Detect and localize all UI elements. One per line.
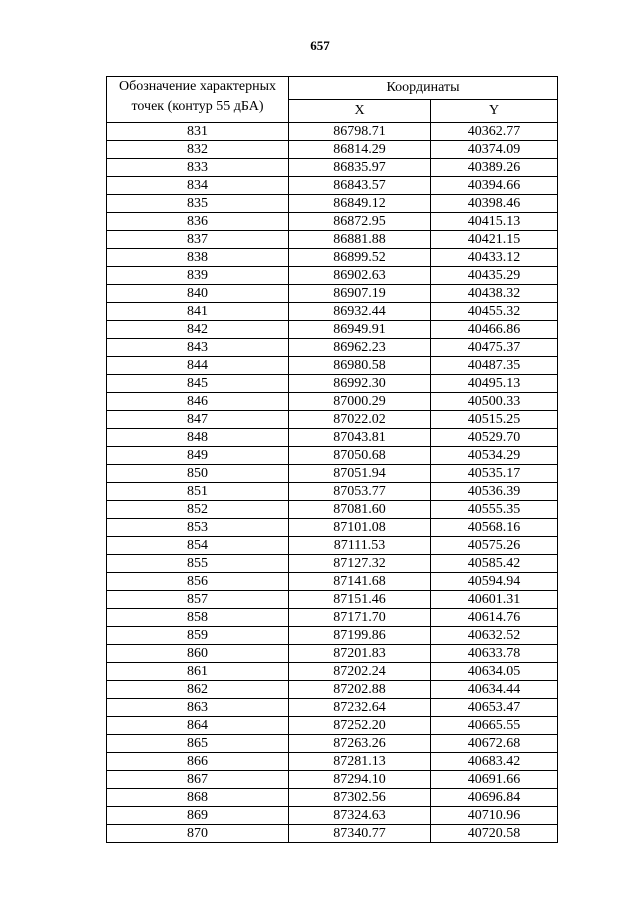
cell-y: 40575.26 xyxy=(431,537,558,555)
cell-point: 864 xyxy=(107,717,289,735)
cell-point: 841 xyxy=(107,303,289,321)
cell-x: 86814.29 xyxy=(289,141,431,159)
cell-y: 40466.86 xyxy=(431,321,558,339)
table-row xyxy=(107,681,558,699)
cell-x: 87324.63 xyxy=(289,807,431,825)
cell-y: 40362.77 xyxy=(431,123,558,141)
cell-y: 40398.46 xyxy=(431,195,558,213)
cell-y: 40691.66 xyxy=(431,771,558,789)
cell-x: 87043.81 xyxy=(289,429,431,447)
table-row xyxy=(107,447,558,465)
cell-x: 87252.20 xyxy=(289,717,431,735)
cell-x: 87263.26 xyxy=(289,735,431,753)
cell-y: 40389.26 xyxy=(431,159,558,177)
cell-point: 870 xyxy=(107,825,289,843)
table-header xyxy=(107,77,558,123)
table-row xyxy=(107,519,558,537)
cell-x: 87081.60 xyxy=(289,501,431,519)
cell-point: 853 xyxy=(107,519,289,537)
cell-y: 40529.70 xyxy=(431,429,558,447)
cell-y: 40500.33 xyxy=(431,393,558,411)
table-row xyxy=(107,321,558,339)
cell-point: 854 xyxy=(107,537,289,555)
table-row xyxy=(107,771,558,789)
table-row xyxy=(107,429,558,447)
cell-x: 86992.30 xyxy=(289,375,431,393)
cell-x: 87022.02 xyxy=(289,411,431,429)
cell-y: 40683.42 xyxy=(431,753,558,771)
cell-y: 40585.42 xyxy=(431,555,558,573)
table-row xyxy=(107,735,558,753)
cell-y: 40633.78 xyxy=(431,645,558,663)
cell-x: 86980.58 xyxy=(289,357,431,375)
table-row xyxy=(107,753,558,771)
cell-x: 86907.19 xyxy=(289,285,431,303)
coordinates-table xyxy=(106,76,558,843)
cell-point: 848 xyxy=(107,429,289,447)
table-row xyxy=(107,699,558,717)
table-row xyxy=(107,141,558,159)
cell-x: 87232.64 xyxy=(289,699,431,717)
cell-point: 833 xyxy=(107,159,289,177)
cell-point: 858 xyxy=(107,609,289,627)
table-row xyxy=(107,195,558,213)
table-row xyxy=(107,789,558,807)
table-row xyxy=(107,807,558,825)
cell-x: 87101.08 xyxy=(289,519,431,537)
cell-x: 87281.13 xyxy=(289,753,431,771)
cell-point: 857 xyxy=(107,591,289,609)
cell-y: 40534.29 xyxy=(431,447,558,465)
cell-y: 40487.35 xyxy=(431,357,558,375)
cell-y: 40568.16 xyxy=(431,519,558,537)
table-row xyxy=(107,285,558,303)
cell-y: 40672.68 xyxy=(431,735,558,753)
cell-x: 86872.95 xyxy=(289,213,431,231)
cell-x: 87111.53 xyxy=(289,537,431,555)
cell-point: 868 xyxy=(107,789,289,807)
cell-point: 837 xyxy=(107,231,289,249)
header-x: X xyxy=(289,100,431,123)
cell-y: 40475.37 xyxy=(431,339,558,357)
cell-point: 851 xyxy=(107,483,289,501)
cell-point: 852 xyxy=(107,501,289,519)
cell-y: 40438.32 xyxy=(431,285,558,303)
cell-point: 834 xyxy=(107,177,289,195)
cell-point: 831 xyxy=(107,123,289,141)
cell-point: 843 xyxy=(107,339,289,357)
cell-point: 860 xyxy=(107,645,289,663)
cell-point: 832 xyxy=(107,141,289,159)
cell-x: 86798.71 xyxy=(289,123,431,141)
cell-point: 836 xyxy=(107,213,289,231)
cell-y: 40653.47 xyxy=(431,699,558,717)
header-y: Y xyxy=(431,100,558,123)
cell-point: 859 xyxy=(107,627,289,645)
cell-point: 842 xyxy=(107,321,289,339)
table-row xyxy=(107,537,558,555)
cell-y: 40632.52 xyxy=(431,627,558,645)
cell-x: 86843.57 xyxy=(289,177,431,195)
table-row xyxy=(107,555,558,573)
cell-x: 86849.12 xyxy=(289,195,431,213)
cell-x: 86962.23 xyxy=(289,339,431,357)
header-coordinates: Координаты xyxy=(289,77,558,100)
table-row xyxy=(107,627,558,645)
cell-x: 87053.77 xyxy=(289,483,431,501)
cell-x: 86881.88 xyxy=(289,231,431,249)
cell-y: 40614.76 xyxy=(431,609,558,627)
cell-point: 847 xyxy=(107,411,289,429)
table-row xyxy=(107,375,558,393)
cell-x: 87050.68 xyxy=(289,447,431,465)
cell-point: 863 xyxy=(107,699,289,717)
cell-y: 40555.35 xyxy=(431,501,558,519)
cell-x: 87051.94 xyxy=(289,465,431,483)
cell-y: 40515.25 xyxy=(431,411,558,429)
table-row xyxy=(107,393,558,411)
cell-y: 40415.13 xyxy=(431,213,558,231)
table-row xyxy=(107,591,558,609)
table-row xyxy=(107,465,558,483)
cell-y: 40634.05 xyxy=(431,663,558,681)
table-row xyxy=(107,645,558,663)
table-row xyxy=(107,717,558,735)
cell-point: 866 xyxy=(107,753,289,771)
table-row xyxy=(107,411,558,429)
cell-y: 40720.58 xyxy=(431,825,558,843)
cell-y: 40394.66 xyxy=(431,177,558,195)
cell-y: 40374.09 xyxy=(431,141,558,159)
cell-y: 40536.39 xyxy=(431,483,558,501)
table-row xyxy=(107,159,558,177)
cell-x: 87151.46 xyxy=(289,591,431,609)
cell-x: 87127.32 xyxy=(289,555,431,573)
cell-x: 86949.91 xyxy=(289,321,431,339)
cell-point: 865 xyxy=(107,735,289,753)
cell-y: 40455.32 xyxy=(431,303,558,321)
cell-point: 844 xyxy=(107,357,289,375)
table-row xyxy=(107,123,558,141)
cell-point: 835 xyxy=(107,195,289,213)
cell-point: 855 xyxy=(107,555,289,573)
table-row xyxy=(107,177,558,195)
cell-x: 86932.44 xyxy=(289,303,431,321)
cell-x: 87294.10 xyxy=(289,771,431,789)
table-row xyxy=(107,303,558,321)
cell-y: 40696.84 xyxy=(431,789,558,807)
cell-y: 40495.13 xyxy=(431,375,558,393)
cell-y: 40433.12 xyxy=(431,249,558,267)
header-point-designation: Обозначение характерных точек (контур 55 дБА) xyxy=(107,77,289,123)
table-row xyxy=(107,483,558,501)
cell-y: 40710.96 xyxy=(431,807,558,825)
table-body xyxy=(107,123,558,843)
cell-x: 87201.83 xyxy=(289,645,431,663)
cell-point: 867 xyxy=(107,771,289,789)
table-row xyxy=(107,357,558,375)
cell-x: 87141.68 xyxy=(289,573,431,591)
cell-point: 861 xyxy=(107,663,289,681)
cell-x: 86902.63 xyxy=(289,267,431,285)
cell-y: 40421.15 xyxy=(431,231,558,249)
table-row xyxy=(107,825,558,843)
cell-point: 845 xyxy=(107,375,289,393)
table-row xyxy=(107,213,558,231)
page-number: 657 xyxy=(310,38,330,53)
cell-y: 40634.44 xyxy=(431,681,558,699)
cell-x: 86835.97 xyxy=(289,159,431,177)
cell-x: 87202.24 xyxy=(289,663,431,681)
table-row xyxy=(107,249,558,267)
cell-point: 840 xyxy=(107,285,289,303)
cell-y: 40594.94 xyxy=(431,573,558,591)
cell-point: 856 xyxy=(107,573,289,591)
cell-x: 87199.86 xyxy=(289,627,431,645)
table-row xyxy=(107,501,558,519)
cell-x: 87340.77 xyxy=(289,825,431,843)
cell-point: 869 xyxy=(107,807,289,825)
cell-x: 87302.56 xyxy=(289,789,431,807)
cell-point: 846 xyxy=(107,393,289,411)
cell-point: 862 xyxy=(107,681,289,699)
table-row xyxy=(107,663,558,681)
cell-x: 87171.70 xyxy=(289,609,431,627)
table-row xyxy=(107,267,558,285)
table-row xyxy=(107,609,558,627)
cell-point: 849 xyxy=(107,447,289,465)
cell-y: 40435.29 xyxy=(431,267,558,285)
cell-point: 839 xyxy=(107,267,289,285)
cell-x: 87000.29 xyxy=(289,393,431,411)
cell-point: 838 xyxy=(107,249,289,267)
cell-y: 40601.31 xyxy=(431,591,558,609)
table-row xyxy=(107,573,558,591)
cell-y: 40665.55 xyxy=(431,717,558,735)
table-row xyxy=(107,339,558,357)
table-row xyxy=(107,231,558,249)
cell-point: 850 xyxy=(107,465,289,483)
cell-x: 87202.88 xyxy=(289,681,431,699)
cell-x: 86899.52 xyxy=(289,249,431,267)
cell-y: 40535.17 xyxy=(431,465,558,483)
